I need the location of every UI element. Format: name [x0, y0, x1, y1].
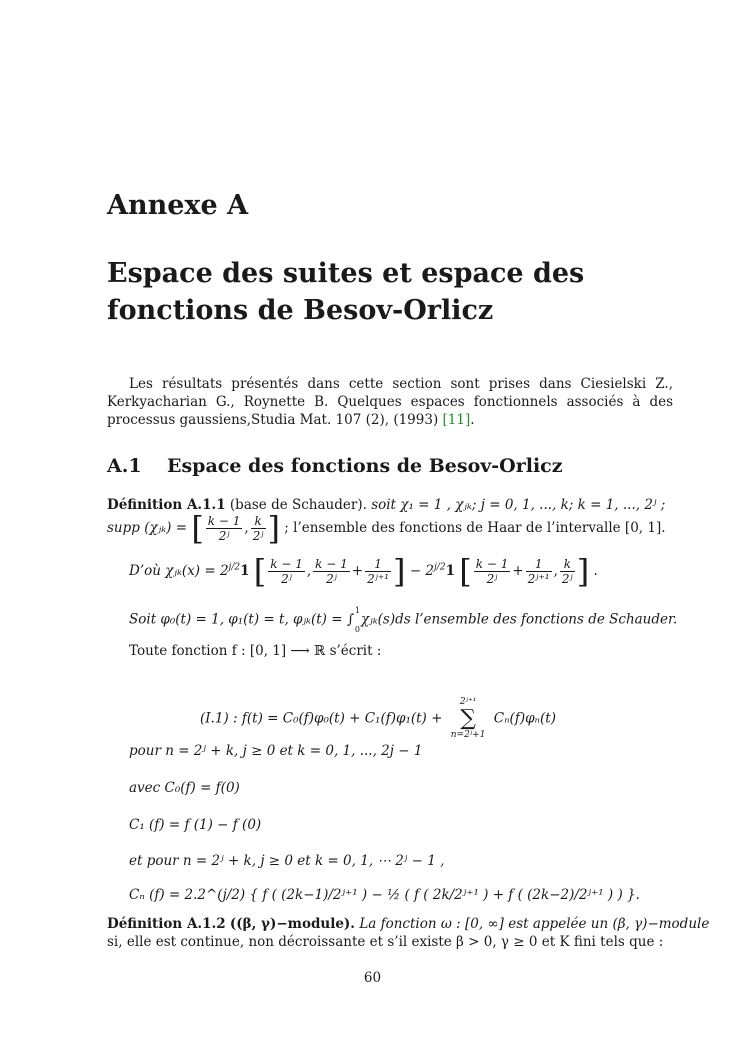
dou-frac-e: $\frac{1}{\text{2ʲ⁺¹}}$	[527, 557, 550, 586]
eq-tail: Cₙ(f)φₙ(t)	[493, 710, 556, 727]
dou-frac-c: $\frac{1}{\text{2ʲ⁺¹}}$	[367, 557, 390, 586]
c1-line: C₁ (f) = f (1) − f (0)	[129, 817, 262, 833]
def2-line1	[107, 915, 709, 933]
dou-line: D’où χⱼₖ(x) = $2^{j/2}1$ [ $\frac{k - 1}{\text{2ʲ}}$ , $\frac{k - 1}{\text{2ʲ}}$ + $\frac{1}{\text{2ʲ⁺¹}}$ ] − $2^{j/2}1$ [ $\frac{k - 1}{\text{2ʲ}}$ + $\frac{1}{\text{2ʲ⁺¹}}$ , $\frac{k}{\text{2ʲ}}$ ] .	[129, 552, 598, 591]
supp-label: supp (χⱼₖ) =	[107, 520, 188, 536]
dou-frac-b: $\frac{k - 1}{\text{2ʲ}}$	[315, 557, 348, 586]
citation-link[interactable]: [11]	[442, 412, 471, 428]
supp-frac-1: $\frac{k - 1}{\text{2ʲ}}$	[207, 514, 241, 543]
cn-line: Cₙ (f) = 2.2^(j/2) { f ( (2k−1)/2ʲ⁺¹ ) − ½ ( f ( 2k/2ʲ⁺¹ ) + f ( (2k−2)/2ʲ⁺¹ ) ) }.	[129, 887, 640, 903]
def2-line2: si, elle est continue, non décroissante et s’il existe β > 0, γ ≥ 0 et K fini tels que :	[107, 934, 664, 950]
toute-line: Toute fonction f : [0, 1] ⟶ ℝ s’écrit :	[129, 643, 382, 659]
section-heading	[107, 455, 563, 477]
intro-text: Les résultats présentés dans cette section sont prises dans Ciesielski Z., Kerkyacharian G., Roynette B. Quelques espaces fonctionnels associés à des processus gaussiens,Studia Mat. 107 (2), (1993)	[107, 376, 673, 428]
eq-label: (I.1) :	[200, 710, 238, 727]
dou-frac-f: $\frac{k}{\text{2ʲ}}$	[561, 557, 573, 586]
supp-text: ; l’ensemble des fonctions de Haar de l’intervalle [0, 1].	[284, 520, 666, 536]
chapter-title: Espace des suites et espace des fonctions de Besov-Orlicz	[107, 258, 585, 326]
def1-label: Définition A.1.1	[107, 497, 226, 513]
def2-name: ((β, γ)−module).	[229, 916, 356, 932]
section-title: Espace des fonctions de Besov-Orlicz	[167, 455, 563, 477]
def1-supp-line: supp (χⱼₖ) = [ $\frac{k - 1}{\text{2ʲ}}$ , $\frac{k}{\text{2ʲ}}$ ] ; l’ensemble des fonctions de Haar de l’intervalle [0, 1].	[107, 509, 666, 548]
eq-main: f(t) = C₀(f)φ₀(t) + C₁(f)φ₁(t) +	[241, 710, 443, 727]
etpour-line: et pour n = 2ʲ + k, j ≥ 0 et k = 0, 1, ⋯ 2ʲ − 1 ,	[129, 853, 445, 869]
page-number: 60	[363, 970, 382, 986]
chapter-label: Annexe A	[107, 190, 249, 221]
soit-line: Soit φ₀(t) = 1, φ₁(t) = t, φⱼₖ(t) = ∫ 1 0 χⱼₖ(s)ds l’ensemble des fonctions de Schauder.	[129, 606, 678, 634]
def1-name: (base de Schauder).	[229, 497, 367, 513]
def2-label: Définition A.1.2	[107, 916, 226, 932]
supp-frac-2: $\frac{k}{\text{2ʲ}}$	[252, 514, 264, 543]
intro-end: .	[470, 412, 475, 428]
dou-lead: D’où χⱼₖ(x) = 2	[129, 563, 229, 579]
equation-I1	[200, 697, 556, 741]
pour-line: pour n = 2ʲ + k, j ≥ 0 et k = 0, 1, ..., 2j − 1	[129, 743, 423, 759]
section-number: A.1	[107, 455, 142, 477]
dou-frac-d: $\frac{k - 1}{\text{2ʲ}}$	[475, 557, 509, 586]
intro-paragraph	[107, 375, 673, 429]
sum-symbol: 2ʲ⁺¹ ∑ n=2ʲ+1	[450, 697, 486, 740]
def1-line1-rest: soit χ₁ = 1 , χⱼₖ; j = 0, 1, ..., k; k = 1, ..., 2ʲ ;	[371, 497, 666, 513]
avec-line: avec C₀(f) = f(0)	[129, 780, 240, 796]
dou-frac-a: $\frac{k - 1}{\text{2ʲ}}$	[270, 557, 303, 586]
def2-text1: La fonction ω : [0, ∞] est appelée un (β, γ)−module	[359, 916, 710, 932]
